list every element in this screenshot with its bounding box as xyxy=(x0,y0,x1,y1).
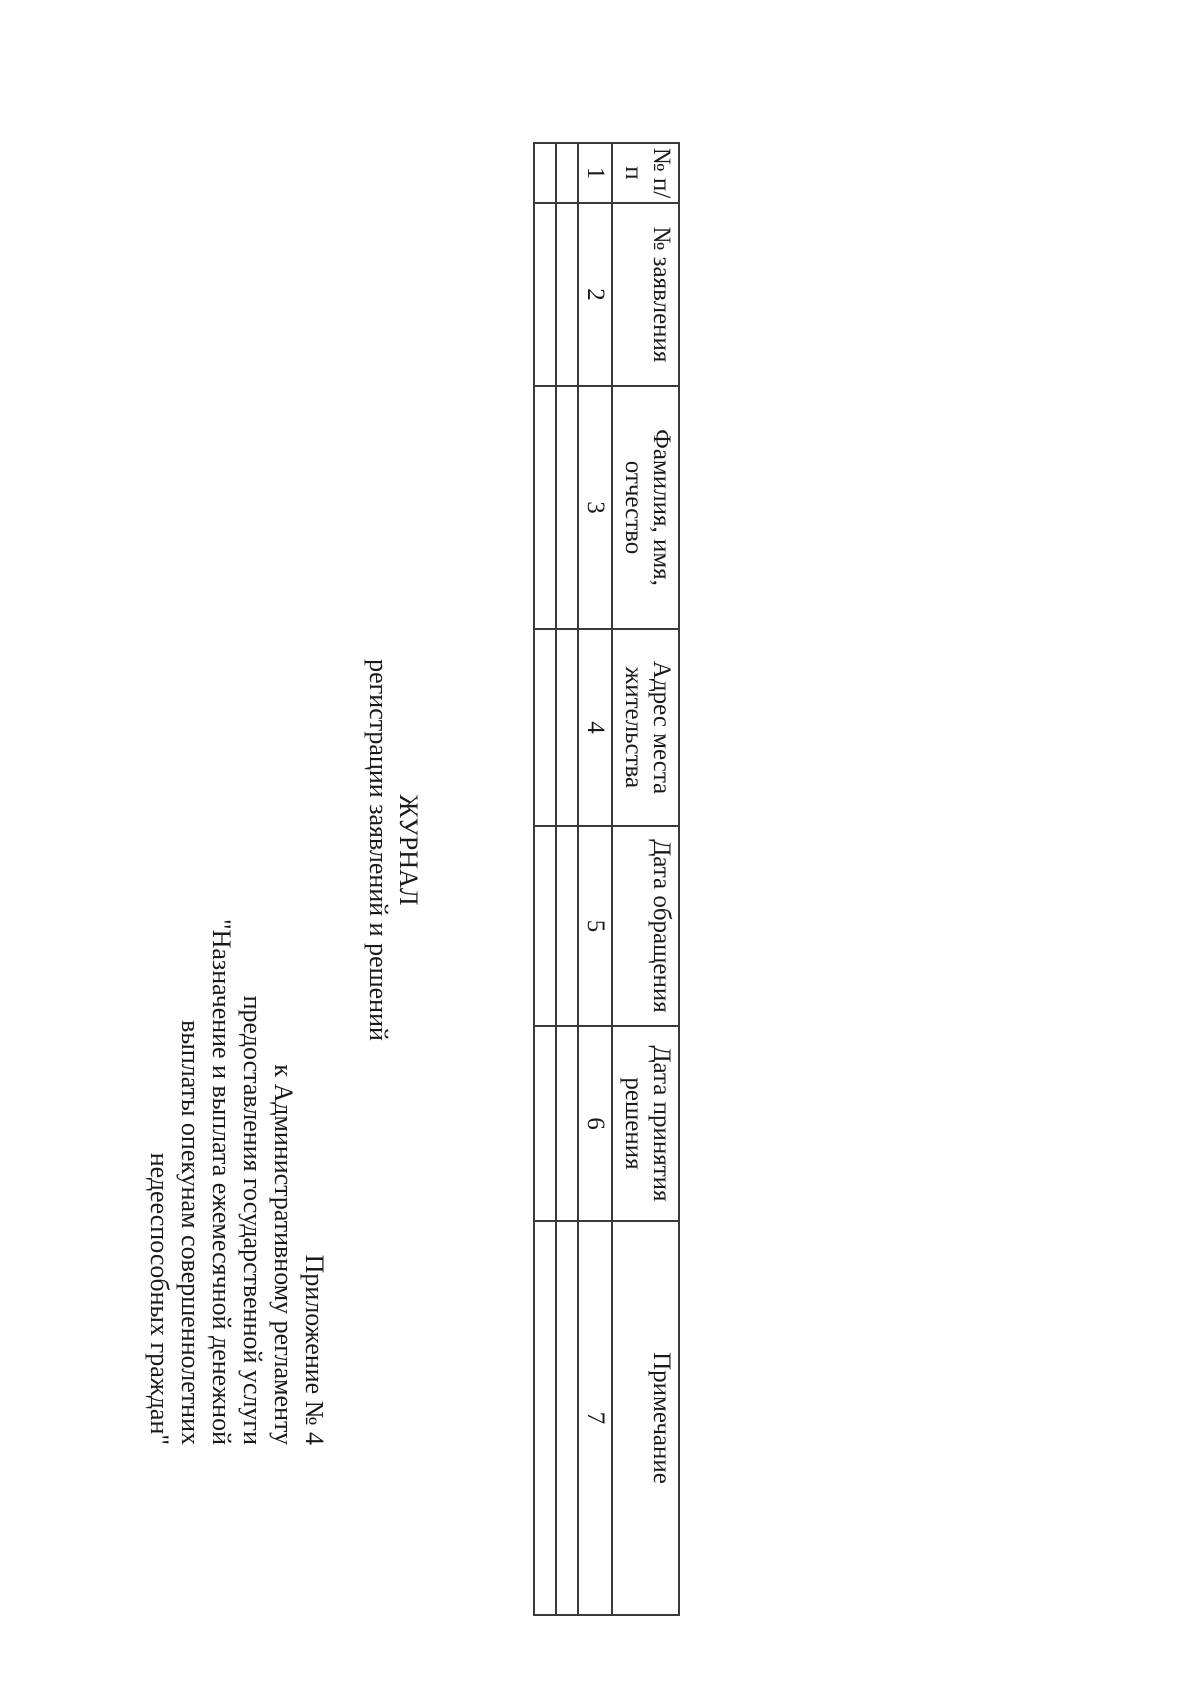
empty-cell xyxy=(534,1221,556,1615)
empty-cell xyxy=(556,143,578,203)
column-number-row xyxy=(578,143,612,1615)
empty-cell xyxy=(556,629,578,826)
empty-cell xyxy=(534,826,556,1026)
journal-title: ЖУРНАЛ xyxy=(394,794,423,906)
header-cell: № п/п xyxy=(612,143,679,203)
header-cell: Примечание xyxy=(612,1221,679,1615)
empty-cell xyxy=(534,386,556,629)
table-row xyxy=(534,143,556,1615)
column-number-cell: 6 xyxy=(578,1026,612,1221)
header-cell: № заявления xyxy=(612,203,679,386)
registration-table xyxy=(533,142,680,1616)
empty-cell xyxy=(534,203,556,386)
empty-cell xyxy=(556,1221,578,1615)
header-cell: Дата обращения xyxy=(612,826,679,1026)
column-number-cell: 5 xyxy=(578,826,612,1026)
empty-cell xyxy=(556,386,578,629)
empty-cell xyxy=(534,143,556,203)
journal-subtitle: регистрации заявлений и решений xyxy=(364,659,393,1041)
journal-heading xyxy=(363,500,423,1200)
column-number-cell: 4 xyxy=(578,629,612,826)
table-header-row xyxy=(612,143,679,1615)
appendix-block xyxy=(144,145,330,1445)
empty-cell xyxy=(556,826,578,1026)
appendix-line: к Административному регламенту xyxy=(269,1064,298,1445)
column-number-cell: 2 xyxy=(578,203,612,386)
appendix-line: Приложение № 4 xyxy=(300,1254,329,1445)
header-cell: Фамилия, имя, отчество xyxy=(612,386,679,629)
appendix-line: недееспособных граждан" xyxy=(145,1152,174,1445)
column-number-cell: 7 xyxy=(578,1221,612,1615)
table-row xyxy=(556,143,578,1615)
appendix-line: выплаты опекунам совершеннолетних xyxy=(176,1020,205,1445)
appendix-line: предоставления государственной услуги xyxy=(238,995,267,1445)
column-number-cell: 1 xyxy=(578,143,612,203)
appendix-line: "Назначение и выплата ежемесячной денежной xyxy=(207,919,236,1445)
column-number-cell: 3 xyxy=(578,386,612,629)
header-cell: Дата принятия решения xyxy=(612,1026,679,1221)
empty-cell xyxy=(556,1026,578,1221)
empty-cell xyxy=(534,1026,556,1221)
empty-cell xyxy=(534,629,556,826)
header-cell: Адрес места жительства xyxy=(612,629,679,826)
empty-cell xyxy=(556,203,578,386)
